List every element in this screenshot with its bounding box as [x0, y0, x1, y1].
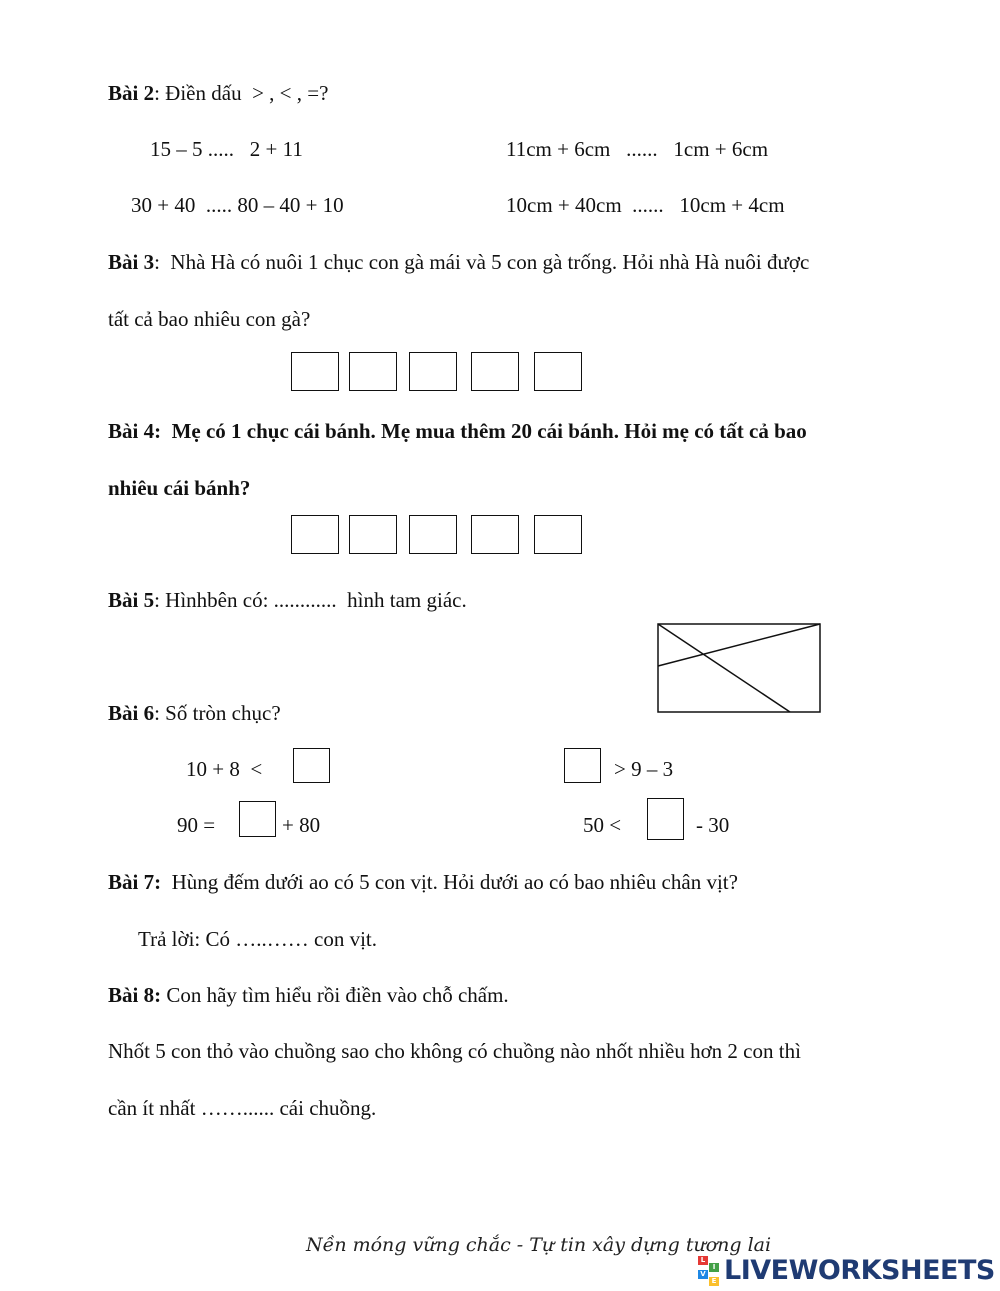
bai6-question: : Số tròn chục? — [154, 701, 281, 725]
figure-rectangle — [658, 624, 820, 712]
bai3-heading — [108, 252, 809, 273]
bai8-line2: cần ít nhất ……...... cái chuồng. — [108, 1096, 377, 1120]
bai8-label: Bài 8: — [108, 983, 162, 1007]
bai6-expr4-box[interactable] — [647, 798, 684, 840]
bai7-question: Hùng đếm dưới ao có 5 con vịt. Hỏi dưới ao có bao nhiêu chân vịt? — [161, 870, 738, 894]
logo-block-l: L — [698, 1256, 708, 1265]
bai6-expr4-right: - 30 — [696, 813, 730, 837]
bai4-answer-box-2[interactable] — [349, 515, 397, 554]
bai8-instruction: Con hãy tìm hiểu rồi điền vào chỗ chấm. — [161, 983, 509, 1007]
bai2-row2-left: 30 + 40 ..... 80 – 40 + 10 — [131, 193, 344, 217]
bai4-answer-box-3[interactable] — [409, 515, 457, 554]
bai4-answer-box-4[interactable] — [471, 515, 519, 554]
bai4-heading — [108, 421, 807, 442]
bai7-label: Bài 7: — [108, 870, 162, 894]
bai3-line1: : Nhà Hà có nuôi 1 chục con gà mái và 5 con gà trống. Hỏi nhà Hà nuôi được — [154, 250, 810, 274]
bai4-answer-box-5[interactable] — [534, 515, 582, 554]
bai6-expr3-right: + 80 — [282, 813, 321, 837]
bai6-expr2-box[interactable] — [564, 748, 601, 783]
footer-slogan: Nền móng vững chắc - Tự tin xây dựng tương lai — [306, 1234, 772, 1256]
bai3-answer-box-1[interactable] — [291, 352, 339, 391]
bai3-answer-box-5[interactable] — [534, 352, 582, 391]
bai3-answer-box-2[interactable] — [349, 352, 397, 391]
bai5-question: : Hìnhbên có: ............ hình tam giác. — [154, 588, 467, 612]
bai8-heading — [108, 985, 509, 1006]
bai6-expr1-left: 10 + 8 < — [186, 757, 263, 781]
logo-blocks-icon — [698, 1256, 720, 1286]
bai5-label: Bài 5 — [108, 588, 155, 612]
bai4-answer-box-1[interactable] — [291, 515, 339, 554]
bai3-answer-box-4[interactable] — [471, 352, 519, 391]
bai6-expr2-right: > 9 – 3 — [614, 757, 674, 781]
bai4-label: Bài 4 — [108, 419, 155, 443]
logo-block-i: I — [709, 1263, 719, 1272]
triangle-figure — [656, 622, 822, 714]
bai6-label: Bài 6 — [108, 701, 155, 725]
liveworksheets-logo — [698, 1254, 994, 1288]
bai2-heading — [108, 83, 328, 104]
bai4-line1: : Mẹ có 1 chục cái bánh. Mẹ mua thêm 20 cái bánh. Hỏi mẹ có tất cả bao — [154, 419, 807, 443]
bai6-heading — [108, 703, 281, 724]
bai6-expr4-left: 50 < — [583, 813, 622, 837]
bai7-heading — [108, 872, 738, 893]
bai7-answer-line: Trả lời: Có …..…… con vịt. — [138, 927, 378, 951]
bai3-label: Bài 3 — [108, 250, 155, 274]
bai2-row2-right: 10cm + 40cm ...... 10cm + 4cm — [506, 193, 785, 217]
bai8-line1: Nhốt 5 con thỏ vào chuồng sao cho không có chuồng nào nhốt nhiều hơn 2 con thì — [108, 1039, 801, 1063]
bai3-line2: tất cả bao nhiêu con gà? — [108, 307, 311, 331]
bai6-expr3-left: 90 = — [177, 813, 216, 837]
logo-text: LIVEWORKSHEETS — [724, 1255, 995, 1286]
bai2-instruction: : Điền dấu > , < , =? — [154, 81, 329, 105]
bai2-row1-right: 11cm + 6cm ...... 1cm + 6cm — [506, 137, 769, 161]
logo-block-v: V — [698, 1270, 708, 1279]
bai6-expr1-box[interactable] — [293, 748, 330, 783]
bai2-row1-left: 15 – 5 ..... 2 + 11 — [150, 137, 303, 161]
bai4-line2: nhiêu cái bánh? — [108, 476, 251, 500]
logo-block-e: E — [709, 1277, 719, 1286]
bai2-label: Bài 2 — [108, 81, 155, 105]
bai5-heading — [108, 590, 467, 611]
bai3-answer-box-3[interactable] — [409, 352, 457, 391]
bai6-expr3-box[interactable] — [239, 801, 276, 837]
